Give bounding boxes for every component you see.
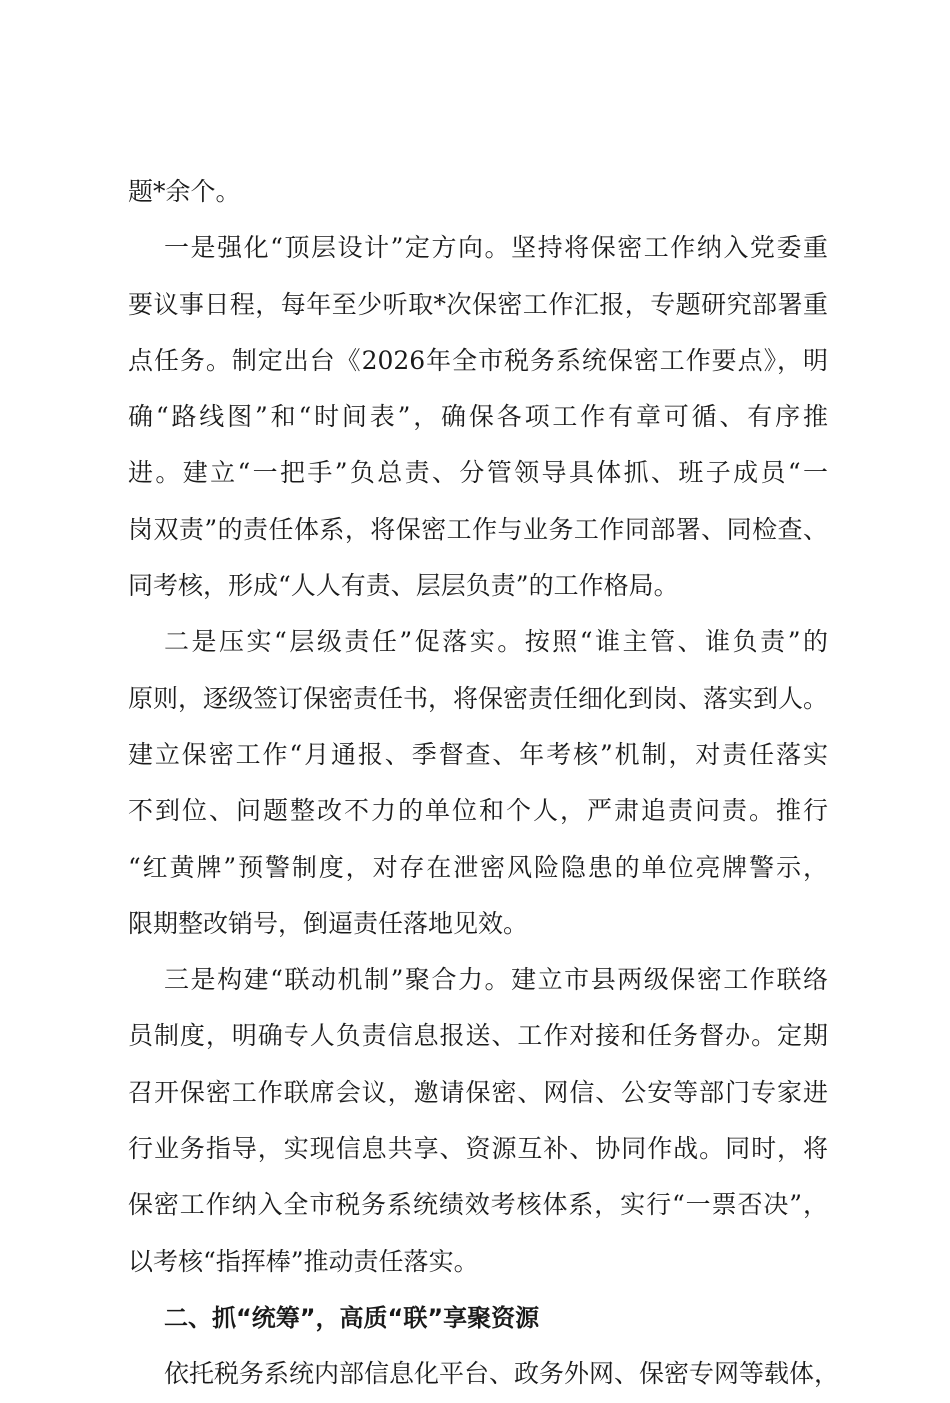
paragraph-line: “红黄牌”预警制度，对存在泄密风险隐患的单位亮牌警示， bbox=[128, 852, 828, 882]
paragraph-line: 同考核，形成“人人有责、层层负责”的工作格局。 bbox=[128, 571, 679, 601]
document-body bbox=[128, 164, 840, 1403]
paragraph-line: 要议事日程，每年至少听取*次保密工作汇报，专题研究部署重 bbox=[128, 289, 828, 319]
paragraph-line: 召开保密工作联席会议，邀请保密、网信、公安等部门专家进 bbox=[128, 1077, 828, 1107]
paragraph-line: 三是构建“联动机制”聚合力。建立市县两级保密工作联络 bbox=[164, 965, 828, 995]
paragraph-line: 以考核“指挥棒”推动责任落实。 bbox=[128, 1246, 479, 1276]
paragraph-line: 确“路线图”和“时间表”，确保各项工作有章可循、有序推 bbox=[128, 402, 828, 432]
paragraph-line: 限期整改销号，倒逼责任落地见效。 bbox=[128, 908, 529, 938]
paragraph-line: 进。建立“一把手”负总责、分管领导具体抓、班子成员“一 bbox=[128, 458, 828, 488]
paragraph-line: 一是强化“顶层设计”定方向。坚持将保密工作纳入党委重 bbox=[164, 233, 828, 263]
paragraph-line: 不到位、问题整改不力的单位和个人，严肃追责问责。推行 bbox=[128, 796, 828, 826]
paragraph-line: 点任务。制定出台《2026年全市税务系统保密工作要点》，明 bbox=[128, 345, 828, 375]
paragraph-line: 建立保密工作“月通报、季督查、年考核”机制，对责任落实 bbox=[128, 739, 828, 769]
paragraph-line: 题*余个。 bbox=[128, 177, 241, 206]
paragraph-line: 行业务指导，实现信息共享、资源互补、协同作战。同时，将 bbox=[128, 1134, 828, 1164]
section-heading: 二、抓“统筹”，高质“联”享聚资源 bbox=[164, 1303, 540, 1332]
paragraph-line: 原则，逐级签订保密责任书，将保密责任细化到岗、落实到人。 bbox=[128, 683, 829, 713]
paragraph-line: 依托税务系统内部信息化平台、政务外网、保密专网等载体， bbox=[164, 1359, 840, 1389]
paragraph-line: 岗双责”的责任体系，将保密工作与业务工作同部署、同检查、 bbox=[128, 514, 828, 544]
paragraph-line: 员制度，明确专人负责信息报送、工作对接和任务督办。定期 bbox=[128, 1021, 828, 1051]
paragraph-line: 二是压实“层级责任”促落实。按照“谁主管、谁负责”的 bbox=[164, 627, 828, 657]
paragraph-line: 保密工作纳入全市税务系统绩效考核体系，实行“一票否决”， bbox=[128, 1190, 828, 1220]
